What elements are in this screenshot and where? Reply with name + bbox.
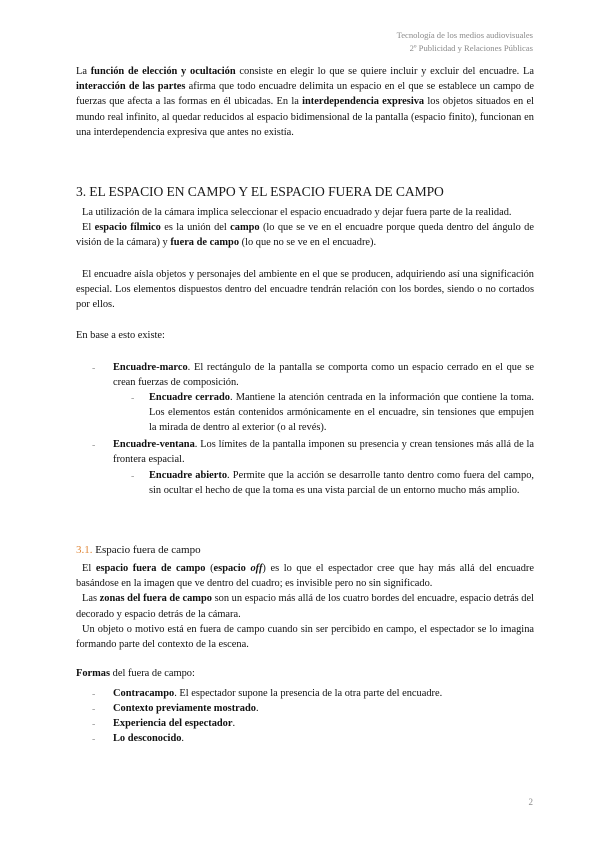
- paragraph-en-base: En base a esto existe:: [76, 330, 165, 342]
- paragraph-objeto: Un objeto o motivo está en fuera de campo cuando sin ser percibido en campo, el espectador se lo imagina formando parte del contexto de la escena.: [76, 623, 534, 651]
- list-dash: -: [92, 719, 96, 730]
- intro-paragraph: La función de elección y ocultación consiste en elegir lo que se quiere incluir y excluir del encuadre. La interacción de las partes afirma que todo encuadre delimita un espacio en el que se establece un campo de fuerzas que afecta a las formas en él ubicadas. En la interdependencia expresiva los objetos situados en el mundo real infinito, al quedar reducidos al espacio bidimensional de la pantalla (espacio finito), funcionan en una interdependencia expresiva que antes no existía.: [76, 66, 535, 138]
- section-heading: 3. EL ESPACIO EN CAMPO Y EL ESPACIO FUERA DE CAMPO: [76, 184, 444, 199]
- paragraph-formas: Formas del fuera de campo:: [76, 668, 195, 680]
- paragraph-encuadre-aisla: El encuadre aísla objetos y personajes del ambiente en el que se producen, adquiriendo así una significación especial. Los elementos dispuestos dentro del encuadre tendrán relación con los bordes, siendo o no cortados por ellos.: [76, 268, 534, 311]
- list-dash: -: [131, 393, 135, 404]
- form-item-contexto: Contexto previamente mostrado.: [113, 703, 259, 714]
- list-dash: -: [92, 363, 96, 374]
- list-dash: -: [92, 689, 96, 700]
- paragraph-espacio-filmico: El espacio fílmico es la unión del campo (lo que se ve en el encuadre porque queda dentro del ángulo de visión de la cámara) y fuera de campo (lo que no se ve en el encuadre).: [76, 222, 534, 249]
- intro-block: [76, 64, 534, 140]
- list-dash: -: [131, 471, 135, 482]
- paragraph-camera: La utilización de la cámara implica seleccionar el espacio encuadrado y dejar fuera parte de la realidad.: [82, 207, 512, 218]
- list-item-encuadre-abierto: Encuadre abierto. Permite que la acción se desarrolle tanto dentro como fuera del campo, sin ocultar el hecho de que la toma es una vista parcial de un entorno mucho más amplio.: [149, 470, 534, 497]
- list-item-encuadre-marco: Encuadre-marco. El rectángulo de la pantalla se comporta como un espacio cerrado en el que se crean fuerzas de composición.: [113, 362, 534, 389]
- section3-paragraphs: [76, 205, 534, 343]
- paragraph-zonas: Las zonas del fuera de campo son un espacio más allá de los cuatro bordes del encuadre, espacio detrás del decorado y espacio detrás de la cámara.: [76, 593, 534, 620]
- list-dash: -: [92, 704, 96, 715]
- subsection-heading: 3.1. Espacio fuera de campo: [76, 544, 201, 556]
- form-item-desconocido: Lo desconocido.: [113, 733, 185, 744]
- list-item-encuadre-ventana: Encuadre-ventana. Los límites de la pantalla imponen su presencia y crean tensiones más allá de la frontera espacial.: [113, 439, 534, 466]
- page-number: 2: [528, 797, 533, 807]
- list-item-encuadre-cerrado: Encuadre cerrado. Mantiene la atención centrada en la información que contiene la toma. Los elementos están contenidos armónicamente en el encuadre, sin tensiones que empujen la mirada de dentro al exterior (o al revés).: [149, 392, 535, 434]
- header-course: Tecnología de los medios audiovisuales: [396, 30, 533, 40]
- section31-paragraphs: [76, 561, 534, 681]
- subsection-number: 3.1.: [76, 544, 93, 556]
- page-header: [397, 29, 533, 55]
- form-item-contracampo: Contracampo. El espectador supone la presencia de la otra parte del encuadre.: [113, 688, 443, 699]
- list-dash: -: [92, 440, 96, 451]
- list-dash: -: [92, 734, 96, 745]
- paragraph-fuera-de-campo: El espacio fuera de campo (espacio off) es lo que el espectador cree que hay más allá del encuadre basándose en la imagen que ve dentro del cuadro; es invisible pero no sin significado.: [76, 563, 535, 590]
- form-item-experiencia: Experiencia del espectador.: [113, 718, 236, 729]
- header-degree: 2º Publicidad y Relaciones Públicas: [409, 43, 533, 53]
